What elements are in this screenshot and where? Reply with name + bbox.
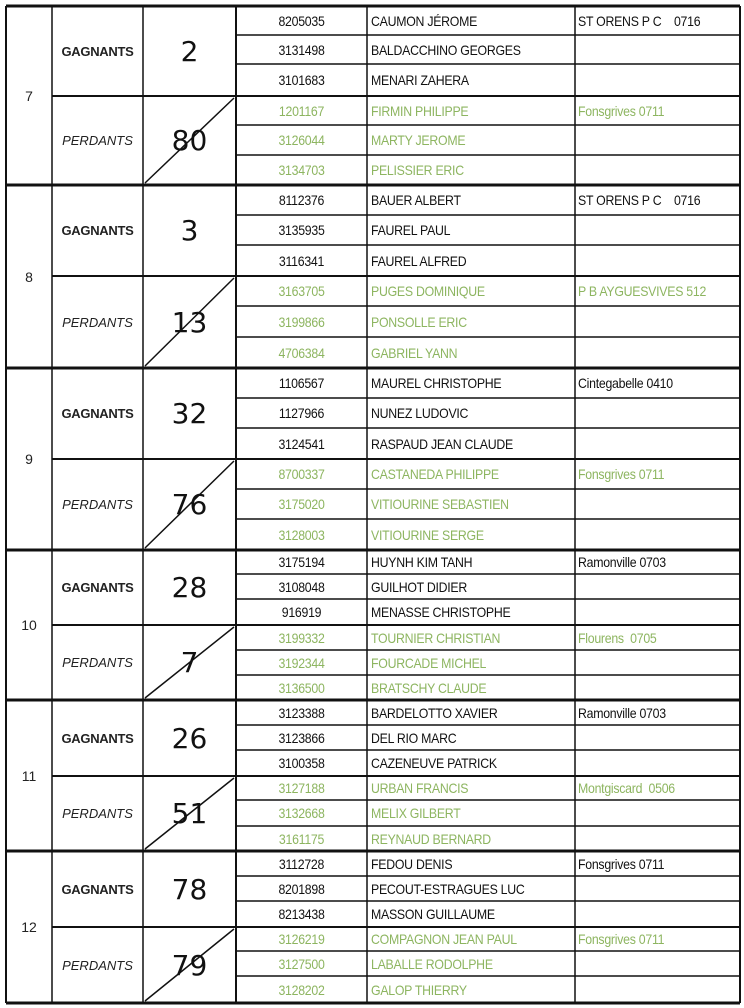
losers-label: PERDANTS xyxy=(62,806,133,821)
player-name: VITIOURINE SEBASTIEN xyxy=(371,496,509,512)
license-number: 1201167 xyxy=(278,102,325,119)
club-name xyxy=(578,675,721,700)
club-name: Cintegabelle 0410 xyxy=(578,375,673,391)
club-name xyxy=(578,800,721,826)
player-name: VITIOURINE SERGE xyxy=(371,526,484,543)
winners-label: GAGNANTS xyxy=(61,580,134,595)
player-name: MAUREL CHRISTOPHE xyxy=(371,375,502,391)
player-name: CASTANEDA PHILIPPE xyxy=(371,466,499,482)
license-number: 1106567 xyxy=(278,375,325,391)
winners-label: GAGNANTS xyxy=(61,406,134,421)
club-name xyxy=(578,519,721,550)
winners-score: 32 xyxy=(171,397,208,430)
round-number: 8 xyxy=(25,268,33,285)
losers-label: PERDANTS xyxy=(62,957,133,973)
player-name: PUGES DOMINIQUE xyxy=(371,283,485,299)
player-name: BARDELOTTO XAVIER xyxy=(371,704,498,721)
club-name xyxy=(578,125,721,155)
round-number: 9 xyxy=(25,451,33,467)
license-number: 3135935 xyxy=(278,222,325,238)
license-number: 3175194 xyxy=(278,554,325,570)
club-name: Flourens 0705 xyxy=(578,629,657,646)
winners-score: 26 xyxy=(171,721,208,755)
license-number: 3199332 xyxy=(278,629,325,646)
club-name xyxy=(578,951,721,976)
license-number: 3128202 xyxy=(278,981,325,998)
player-name: PELISSIER ERIC xyxy=(371,162,464,178)
losers-label: PERDANTS xyxy=(62,133,133,148)
player-name: NUNEZ LUDOVIC xyxy=(371,405,469,421)
player-name: PECOUT-ESTRAGUES LUC xyxy=(371,880,525,897)
license-number: 3124541 xyxy=(278,435,325,452)
license-number: 3134703 xyxy=(278,162,325,178)
player-name: GALOP THIERRY xyxy=(371,981,467,998)
player-name: FEDOU DENIS xyxy=(371,855,453,872)
winners-score: 28 xyxy=(171,571,208,604)
license-number: 3128003 xyxy=(278,526,325,543)
license-number: 3126044 xyxy=(278,132,325,148)
club-name xyxy=(578,901,721,927)
player-name: COMPAGNON JEAN PAUL xyxy=(371,931,517,947)
player-name: TOURNIER CHRISTIAN xyxy=(371,629,501,646)
club-name xyxy=(578,650,721,675)
club-name xyxy=(578,489,721,519)
winners-label: GAGNANTS xyxy=(61,881,134,897)
player-name: CAZENEUVE PATRICK xyxy=(371,755,497,771)
club-name xyxy=(578,826,721,851)
losers-score: 51 xyxy=(171,797,208,830)
player-name: FAUREL PAUL xyxy=(371,222,451,238)
player-name: GABRIEL YANN xyxy=(371,344,458,361)
license-number: 4706384 xyxy=(278,344,325,361)
club-name xyxy=(578,306,721,337)
player-name: BRATSCHY CLAUDE xyxy=(371,679,487,696)
club-name xyxy=(578,215,721,245)
club-name xyxy=(578,574,721,599)
player-name: CAUMON JÉROME xyxy=(371,12,478,29)
round-number: 11 xyxy=(21,767,37,784)
player-name: GUILHOT DIDIER xyxy=(371,578,468,595)
license-number: 3199866 xyxy=(278,313,325,330)
license-number: 3136500 xyxy=(278,679,325,696)
club-name xyxy=(578,398,721,428)
license-number: 3112728 xyxy=(278,855,325,872)
license-number: 8205035 xyxy=(278,12,325,29)
winners-score: 2 xyxy=(180,34,199,68)
license-number: 3100358 xyxy=(278,755,325,771)
losers-label: PERDANTS xyxy=(62,497,133,512)
club-name: Fonsgrives 0711 xyxy=(578,102,665,119)
license-number: 3132668 xyxy=(278,805,325,821)
license-number: 3161175 xyxy=(278,830,325,847)
player-name: DEL RIO MARC xyxy=(371,729,457,746)
winners-label: GAGNANTS xyxy=(61,43,134,59)
license-number: 3175020 xyxy=(278,496,325,512)
club-name: Ramonville 0703 xyxy=(578,554,666,570)
license-number: 3131498 xyxy=(278,41,325,58)
player-name: MENASSE CHRISTOPHE xyxy=(371,604,511,620)
losers-score: 79 xyxy=(171,948,208,982)
winners-label: GAGNANTS xyxy=(61,730,134,746)
license-number: 3127500 xyxy=(278,955,325,972)
losers-score: 80 xyxy=(171,124,208,157)
player-name: FAUREL ALFRED xyxy=(371,252,467,269)
losers-score: 7 xyxy=(180,646,199,679)
club-name: Ramonville 0703 xyxy=(578,704,666,721)
license-number: 8112376 xyxy=(278,192,325,208)
license-number: 1127966 xyxy=(278,405,325,421)
club-name: ST ORENS P C 0716 xyxy=(578,192,701,208)
club-name xyxy=(578,428,721,459)
player-name: MENARI ZAHERA xyxy=(371,72,469,88)
license-number: 8700337 xyxy=(278,466,325,482)
player-name: RASPAUD JEAN CLAUDE xyxy=(371,435,513,452)
license-number: 8213438 xyxy=(278,906,325,922)
player-name: FOURCADE MICHEL xyxy=(371,654,487,671)
winners-score: 3 xyxy=(180,214,199,247)
player-name: FIRMIN PHILIPPE xyxy=(371,102,469,119)
club-name: Fonsgrives 0711 xyxy=(578,931,665,947)
round-number: 12 xyxy=(21,919,37,935)
license-number: 3127188 xyxy=(278,780,325,796)
club-name: Fonsgrives 0711 xyxy=(578,855,665,872)
license-number: 916919 xyxy=(281,604,322,620)
round-number: 7 xyxy=(25,87,33,104)
club-name xyxy=(578,976,721,1003)
losers-label: PERDANTS xyxy=(62,655,133,670)
losers-score: 76 xyxy=(171,488,208,521)
player-name: URBAN FRANCIS xyxy=(371,780,469,796)
club-name xyxy=(578,337,721,368)
player-name: MARTY JEROME xyxy=(371,132,466,148)
club-name: Montgiscard 0506 xyxy=(578,780,675,796)
license-number: 3123866 xyxy=(278,729,325,746)
losers-score: 13 xyxy=(171,305,208,339)
losers-label: PERDANTS xyxy=(62,314,133,330)
club-name xyxy=(578,64,721,96)
winners-score: 78 xyxy=(171,872,208,906)
round-number: 10 xyxy=(21,617,37,633)
club-name xyxy=(578,599,721,625)
player-name: LABALLE RODOLPHE xyxy=(371,955,493,972)
club-name: P B AYGUESVIVES 512 xyxy=(578,283,707,299)
winners-label: GAGNANTS xyxy=(61,223,134,238)
player-name: HUYNH KIM TANH xyxy=(371,554,473,570)
player-name: MASSON GUILLAUME xyxy=(371,906,495,922)
license-number: 3116341 xyxy=(278,252,325,269)
club-name xyxy=(578,876,721,901)
club-name xyxy=(578,35,721,64)
license-number: 3163705 xyxy=(278,283,325,299)
license-number: 3123388 xyxy=(278,704,325,721)
club-name xyxy=(578,725,721,750)
club-name xyxy=(578,155,721,185)
player-name: MELIX GILBERT xyxy=(371,805,461,821)
club-name xyxy=(578,750,721,776)
club-name: ST ORENS P C 0716 xyxy=(578,12,701,29)
player-name: REYNAUD BERNARD xyxy=(371,830,491,847)
club-name xyxy=(578,245,721,276)
player-name: BAUER ALBERT xyxy=(371,192,461,208)
club-name: Fonsgrives 0711 xyxy=(578,466,665,482)
license-number: 3192344 xyxy=(278,654,325,671)
license-number: 3108048 xyxy=(278,578,325,595)
license-number: 3101683 xyxy=(278,72,325,88)
player-name: BALDACCHINO GEORGES xyxy=(371,41,521,58)
license-number: 3126219 xyxy=(278,931,325,947)
player-name: PONSOLLE ERIC xyxy=(371,313,467,330)
license-number: 8201898 xyxy=(278,880,325,897)
